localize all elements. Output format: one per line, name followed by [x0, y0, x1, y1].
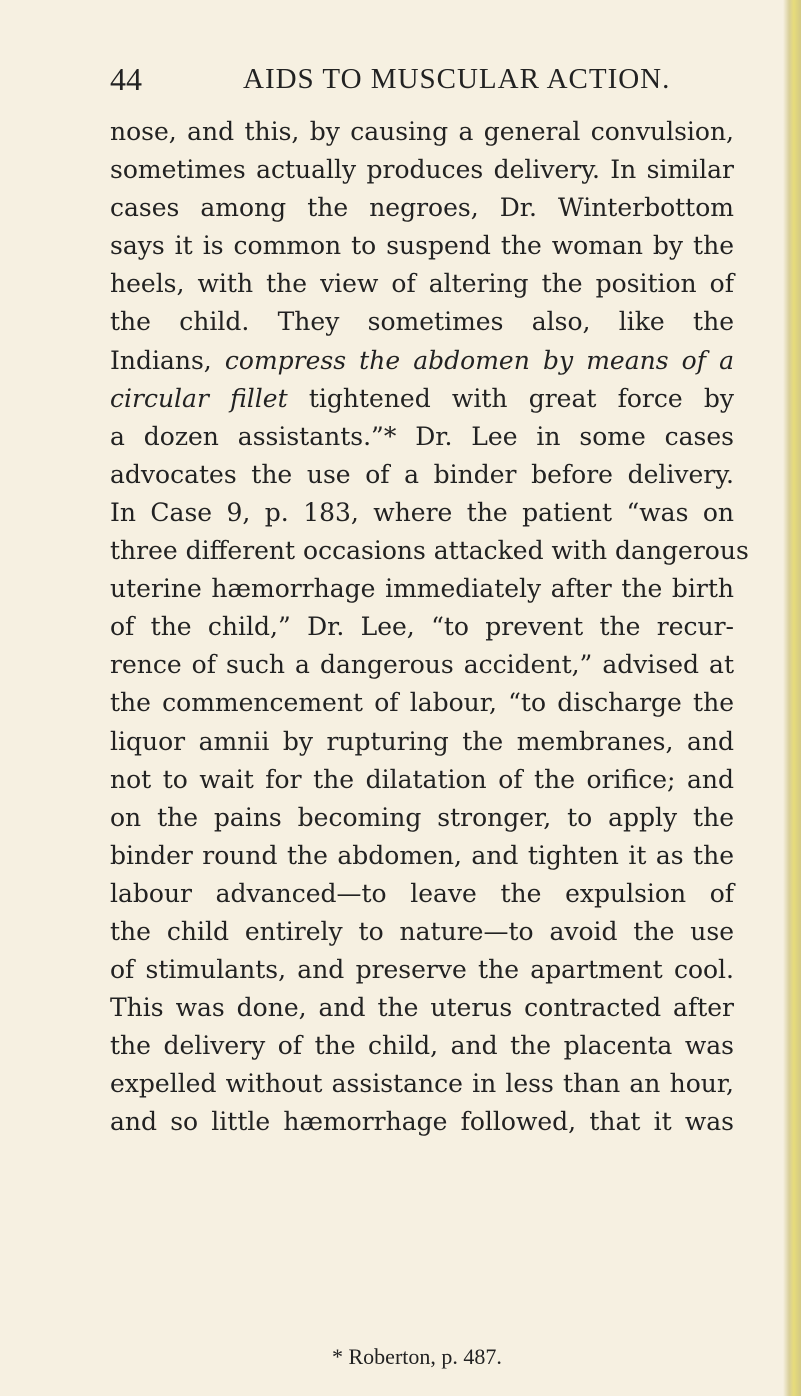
text-line: of the child,” Dr. Lee, “to prevent the recur-	[110, 612, 734, 642]
text-line: rence of such a dangerous accident,” advised at	[110, 650, 734, 680]
text-line: the child entirely to nature—to avoid the use	[110, 916, 734, 946]
text-line: advocates the use of a binder before delivery.	[110, 459, 734, 489]
text-line: binder round the abdomen, and tighten it as the	[110, 840, 734, 870]
page-edge	[783, 0, 801, 1396]
text-line: of stimulants, and preserve the apartment cool.	[110, 955, 734, 985]
text-line: This was done, and the uterus contracted after	[110, 993, 734, 1023]
text-line: the child. They sometimes also, like the	[110, 307, 734, 337]
text-line: the commencement of labour, “to discharge the	[110, 688, 734, 718]
text-run: Indians,	[110, 345, 225, 375]
text-line: nose, and this, by causing a general convulsion,	[110, 117, 734, 146]
text-line: labour advanced—to leave the expulsion of	[110, 878, 734, 908]
running-head: AIDS TO MUSCULAR ACTION.	[243, 63, 671, 95]
text-line: expelled without assistance in less than an hour,	[110, 1069, 734, 1099]
text-line: three different occasions attacked with dangerous	[110, 536, 749, 566]
text-line: In Case 9, p. 183, where the patient “was on	[110, 497, 734, 527]
text-line: liquor amnii by rupturing the membranes, and	[110, 726, 734, 756]
page-number: 44	[110, 61, 142, 97]
page-header	[110, 56, 730, 102]
italic-text-run: circular fillet	[110, 383, 288, 413]
text-line: cases among the negroes, Dr. Winterbottom	[110, 193, 734, 223]
text-line: not to wait for the dilatation of the orifice; and	[110, 764, 734, 794]
text-line: and so little hæmorrhage followed, that it was	[110, 1107, 734, 1137]
text-line: the delivery of the child, and the placenta was	[110, 1031, 734, 1061]
text-run: tightened with great force by	[287, 383, 734, 413]
body-text	[110, 113, 749, 1142]
text-line: sometimes actually produces delivery. In similar	[110, 155, 734, 185]
text-line: heels, with the view of altering the position of	[110, 269, 734, 299]
text-line-italic-mix	[110, 380, 734, 418]
text-line-italic-mix	[110, 342, 734, 380]
text-line: a dozen assistants.”* Dr. Lee in some cases	[110, 421, 734, 451]
italic-text-run: compress the abdomen by means of a	[224, 345, 734, 375]
text-line: says it is common to suspend the woman by the	[110, 231, 734, 261]
text-line: on the pains becoming stronger, to apply the	[110, 802, 734, 832]
footnote: * Roberton, p. 487.	[332, 1344, 502, 1369]
text-line: uterine hæmorrhage immediately after the birth	[110, 574, 734, 604]
